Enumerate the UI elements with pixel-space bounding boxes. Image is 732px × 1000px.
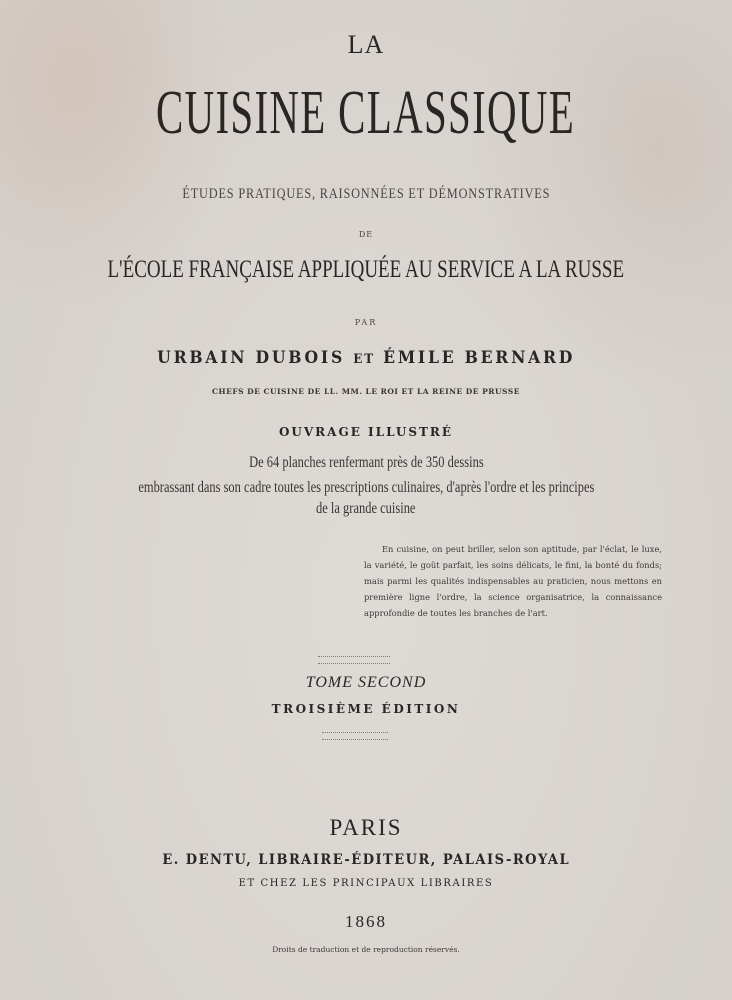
year: 1868 <box>345 912 387 931</box>
volume: TOME SECOND <box>305 674 427 691</box>
main-title-text: CUISINE CLASSIQUE <box>156 79 576 147</box>
illustrated-work: OUVRAGE ILLUSTRÉ <box>278 425 454 439</box>
subtitle-studies-text: ÉTUDES PRATIQUES, RAISONNÉES ET DÉMONSTRATIVES <box>182 186 550 202</box>
edition: TROISIÈME ÉDITION <box>271 702 461 716</box>
city: PARIS <box>329 815 403 840</box>
subtitle-school <box>0 256 732 284</box>
ornament-divider <box>322 732 388 740</box>
connector-de: DE <box>358 230 374 239</box>
author-1: URBAIN DUBOIS <box>157 348 345 368</box>
description-line-1: De 64 planches renfermant près de 350 dessins <box>248 454 484 471</box>
authors-role: CHEFS DE CUISINE DE LL. MM. LE ROI ET LA REINE DE PRUSSE <box>212 387 520 396</box>
connector-par: PAR <box>354 318 378 327</box>
ornament-divider <box>318 656 390 664</box>
subtitle-school-text: L'ÉCOLE FRANÇAISE APPLIQUÉE AU SERVICE A LA RUSSE <box>107 256 625 283</box>
epigraph: En cuisine, on peut briller, selon son aptitude, par l'éclat, le luxe, la variété, le goût parfait, les soins délicats, le fini, la bonté du fonds; mais parmi les qualités indispensables au praticien, nous mettons en première ligne l'ordre, la science organisatrice, la connaissance approfondie de toutes les branches de l'art. <box>364 544 662 618</box>
author-2: ÉMILE BERNARD <box>383 348 575 368</box>
description-line-3: de la grande cuisine <box>316 500 416 517</box>
description-line-2: embrassant dans son cadre toutes les prescriptions culinaires, d'après l'ordre et les principes <box>137 479 595 496</box>
rights-notice: Droits de traduction et de reproduction réservés. <box>272 945 460 954</box>
publisher: E. DENTU, LIBRAIRE-ÉDITEUR, PALAIS-ROYAL <box>162 852 570 868</box>
title-article: LA <box>347 30 385 59</box>
main-title <box>0 78 732 148</box>
authors <box>0 348 732 368</box>
booksellers: ET CHEZ LES PRINCIPAUX LIBRAIRES <box>238 878 494 889</box>
connector-et: ET <box>353 352 375 367</box>
subtitle-studies <box>0 186 732 203</box>
